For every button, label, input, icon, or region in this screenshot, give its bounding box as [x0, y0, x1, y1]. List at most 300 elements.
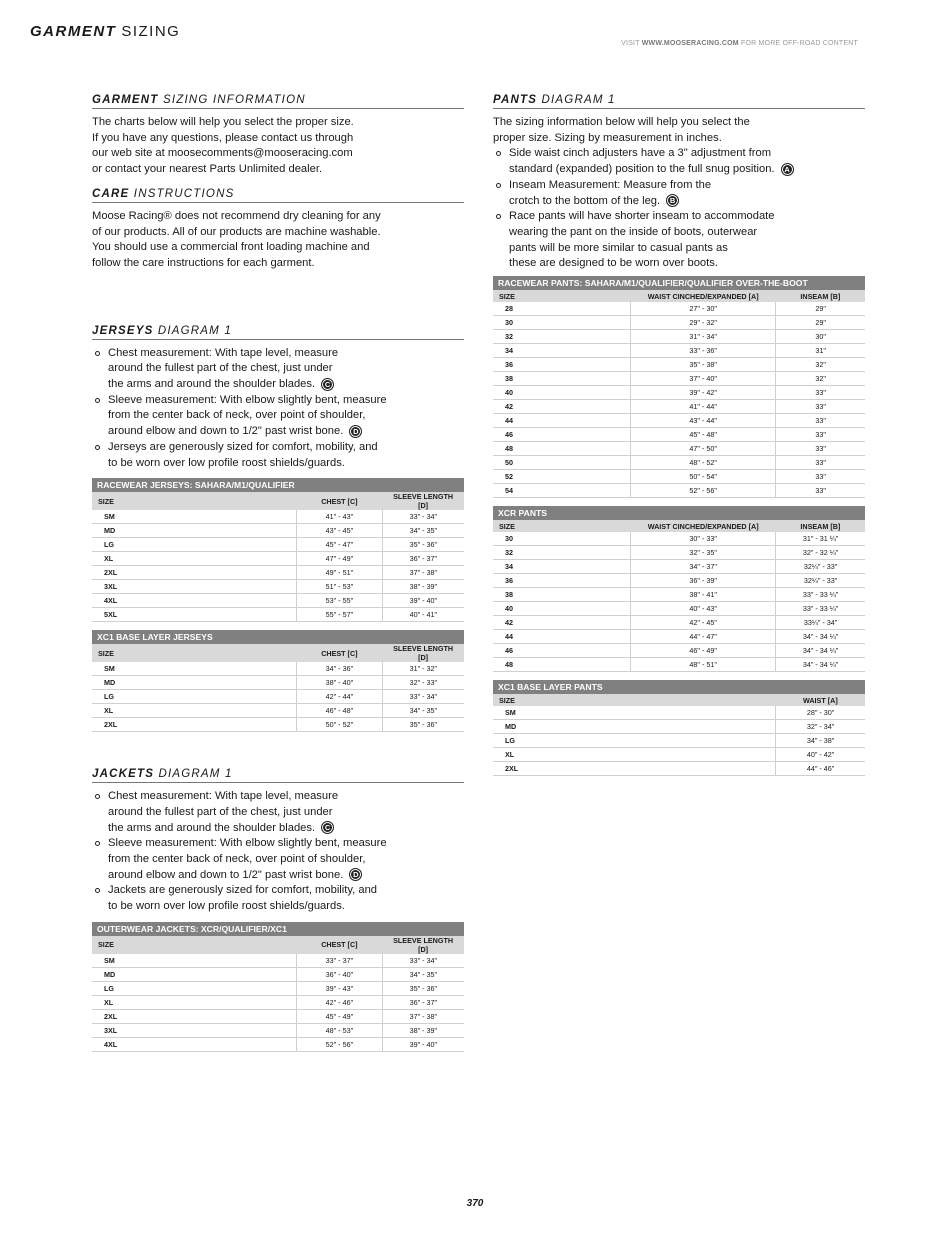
table-cell: 36 [493, 574, 631, 588]
table-row [92, 704, 464, 718]
table-cell: 33" - 34" [382, 510, 464, 524]
text-line: our web site at moosecomments@mooseracing.com [92, 147, 353, 160]
table-cell: 48" - 51" [631, 658, 776, 672]
bullet-line: Inseam Measurement: Measure from the [509, 178, 712, 191]
text-line: The charts below will help you select the proper size. [92, 116, 354, 128]
table-cell: 33" - 33 ¼" [776, 588, 865, 602]
table-cell: 32" - 32 ¼" [776, 546, 865, 560]
table-row [92, 580, 464, 594]
table-cell: 33" [776, 470, 865, 484]
bullet-line: wearing the pant on the inside of boots, outerwear [509, 225, 758, 238]
column-header: INSEAM [B] [776, 520, 865, 532]
table-row [92, 1023, 464, 1037]
table-cell: 30 [493, 532, 631, 546]
table-cell: SM [92, 510, 297, 524]
table-caption: XC1 BASE LAYER PANTS [493, 680, 865, 694]
diagram-d-badge-icon: D [349, 868, 362, 881]
table-cell: 45" - 47" [297, 538, 383, 552]
table-cell: LG [92, 981, 297, 995]
bullet-line: Jerseys are generously sized for comfort, mobility, and [108, 440, 378, 453]
text-line: The sizing information below will help you select the [493, 116, 750, 128]
bullet-line: around elbow and down to 1/2" past wrist bone. [108, 868, 344, 881]
visit-suffix: FOR MORE OFF-ROAD CONTENT [741, 40, 858, 47]
table-cell: 34 [493, 560, 631, 574]
table-cell: MD [92, 676, 297, 690]
table-cell: SM [92, 662, 297, 676]
table-caption: OUTERWEAR JACKETS: XCR/QUALIFIER/XC1 [92, 922, 464, 936]
table-cell: 44 [493, 414, 631, 428]
table-cell: 34" - 34 ¼" [776, 630, 865, 644]
text-line: Moose Racing® does not recommend dry cleaning for any [92, 209, 381, 222]
table-cell: 33" [776, 456, 865, 470]
table-cell: 36" - 37" [382, 995, 464, 1009]
column-header: SIZE [92, 492, 297, 510]
table-row [92, 981, 464, 995]
table-cell: 40" - 43" [631, 602, 776, 616]
table-row [92, 538, 464, 552]
diagram-c-badge-icon: C [321, 821, 334, 834]
table-cell: 27" - 30" [631, 302, 776, 316]
table-cell: 38" - 39" [382, 1023, 464, 1037]
care-heading-bold: CARE [92, 187, 130, 200]
table-cell: 33" [776, 442, 865, 456]
table-cell: 47" - 49" [297, 552, 383, 566]
bullet-line: around the fullest part of the chest, just under [108, 805, 333, 818]
table-cell: 44" - 46" [776, 762, 865, 776]
table-row [92, 608, 464, 622]
table-cell: 54 [493, 484, 631, 498]
table-row [92, 510, 464, 524]
pants-heading-light: DIAGRAM 1 [541, 94, 616, 106]
right-column [493, 94, 865, 776]
table-row [493, 484, 865, 498]
jackets-heading-light: DIAGRAM 1 [158, 768, 233, 781]
table-row [92, 1037, 464, 1051]
column-header: CHEST [C] [297, 492, 383, 510]
column-header: CHEST [C] [297, 644, 383, 662]
table-row [92, 967, 464, 981]
table-cell: XL [92, 704, 297, 718]
table-cell: 34" - 34 ¼" [776, 658, 865, 672]
table-cell: 4XL [92, 594, 297, 608]
table-cell: 35" - 36" [382, 538, 464, 552]
text-line: proper size. Sizing by measurement in inches. [493, 131, 722, 144]
table-cell: 44" - 47" [631, 630, 776, 644]
table-cell: 34" - 38" [776, 734, 865, 748]
visit-banner [621, 40, 858, 47]
table-cell: 46 [493, 428, 631, 442]
bullet-line: from the center back of neck, over point of shoulder, [108, 853, 366, 866]
size-table [92, 630, 464, 732]
table-cell: 34" - 35" [382, 524, 464, 538]
bullet-item [92, 346, 464, 393]
table-cell: 28" - 30" [776, 706, 865, 720]
table-row [493, 442, 865, 456]
table-cell: 39" - 40" [382, 594, 464, 608]
table-row [92, 552, 464, 566]
bullet-line: Jackets are generously sized for comfort, mobility, and [108, 884, 378, 897]
jerseys-heading-light: DIAGRAM 1 [157, 324, 232, 337]
table-row [493, 748, 865, 762]
bullet-line: around elbow and down to 1/2" past wrist bone. [108, 425, 344, 438]
table-cell: 38 [493, 588, 631, 602]
table-cell: 46" - 49" [631, 644, 776, 658]
bullet-line: crotch to the bottom of the leg. [509, 194, 661, 207]
diagram-a-badge-icon: A [781, 163, 794, 176]
bullet-line: Chest measurement: With tape level, measure [108, 790, 339, 803]
table-row [493, 400, 865, 414]
table-cell: 55" - 57" [297, 608, 383, 622]
bullet-line: pants will be more similar to casual pants as [509, 241, 728, 254]
table-cell: 32" [776, 358, 865, 372]
table-cell: 37" - 40" [631, 372, 776, 386]
left-column [92, 94, 464, 1052]
table-cell: 50 [493, 456, 631, 470]
column-header: SIZE [92, 644, 297, 662]
table-cell: 33" - 34" [382, 690, 464, 704]
text-line: You should use a commercial front loading machine and [92, 241, 370, 254]
table-row [493, 574, 865, 588]
table-cell: 34" - 35" [382, 704, 464, 718]
table-cell: 34" - 36" [297, 662, 383, 676]
care-heading-light: INSTRUCTIONS [133, 187, 235, 200]
table-row [493, 386, 865, 400]
table-row [493, 532, 865, 546]
jackets-heading [92, 768, 464, 783]
table-row [493, 720, 865, 734]
size-table [493, 276, 865, 498]
table-row [493, 644, 865, 658]
table-cell: MD [92, 967, 297, 981]
table-row [493, 456, 865, 470]
table-cell: 43" - 45" [297, 524, 383, 538]
table-cell: 32¼" - 33" [776, 560, 865, 574]
jerseys-heading-bold: JERSEYS [92, 324, 154, 337]
table-caption: XCR PANTS [493, 506, 865, 520]
table-cell: 53" - 55" [297, 594, 383, 608]
table-cell: 33" [776, 428, 865, 442]
table-cell: SM [493, 706, 776, 720]
table-cell: XL [92, 995, 297, 1009]
table-cell: 32" [776, 372, 865, 386]
table-cell: 31" - 34" [631, 330, 776, 344]
column-header: SIZE [92, 936, 297, 954]
table-cell: 48 [493, 658, 631, 672]
bullet-line: Side waist cinch adjusters have a 3" adjustment from [509, 147, 772, 160]
xcr-pants-table [493, 506, 865, 672]
table-cell: 52 [493, 470, 631, 484]
bullet-item [92, 393, 464, 440]
table-cell: 41" - 43" [297, 510, 383, 524]
column-header: CHEST [C] [297, 936, 383, 954]
table-cell: 34" - 35" [382, 967, 464, 981]
table-cell: 35" - 36" [382, 981, 464, 995]
table-cell: 32" - 33" [382, 676, 464, 690]
table-cell: 47" - 50" [631, 442, 776, 456]
table-cell: 41" - 44" [631, 400, 776, 414]
table-cell: 35" - 38" [631, 358, 776, 372]
page-title-bold: GARMENT [30, 23, 117, 40]
table-cell: 4XL [92, 1037, 297, 1051]
table-cell: 34 [493, 344, 631, 358]
column-header: SLEEVE LENGTH [D] [382, 492, 464, 510]
table-cell: 32" - 34" [776, 720, 865, 734]
table-cell: 51" - 53" [297, 580, 383, 594]
table-row [493, 630, 865, 644]
table-cell: 28 [493, 302, 631, 316]
text-line: If you have any questions, please contact us through [92, 131, 354, 144]
table-caption: XC1 BASE LAYER JERSEYS [92, 630, 464, 644]
table-cell: 32¼" - 33" [776, 574, 865, 588]
table-cell: 34" - 37" [631, 560, 776, 574]
bullet-line: Sleeve measurement: With elbow slightly bent, measure [108, 837, 387, 850]
table-cell: 36" - 40" [297, 967, 383, 981]
table-cell: 2XL [92, 718, 297, 732]
table-cell: 38 [493, 372, 631, 386]
jerseys-bullets [92, 346, 464, 472]
table-cell: LG [92, 538, 297, 552]
jerseys-heading [92, 325, 464, 340]
page-title [30, 23, 180, 40]
bullet-item [493, 178, 865, 209]
table-cell: 39" - 40" [382, 1037, 464, 1051]
table-caption: RACEWEAR PANTS: SAHARA/M1/QUALIFIER/QUALIFIER OVER-THE-BOOT [493, 276, 865, 290]
info-heading-bold: GARMENT [92, 94, 159, 106]
column-header: SLEEVE LENGTH [D] [382, 644, 464, 662]
table-cell: 52" - 56" [631, 484, 776, 498]
table-row [493, 706, 865, 720]
table-cell: 32 [493, 330, 631, 344]
bullet-line: Race pants will have shorter inseam to accommodate [509, 210, 775, 223]
table-row [92, 566, 464, 580]
table-cell: 33" - 33 ¼" [776, 602, 865, 616]
jackets-bullets [92, 789, 464, 915]
bullet-item [92, 883, 464, 914]
table-cell: 31" - 31 ¼" [776, 532, 865, 546]
diagram-d-badge-icon: D [349, 425, 362, 438]
table-row [92, 1009, 464, 1023]
table-cell: 39" - 43" [297, 981, 383, 995]
table-cell: 40" - 41" [382, 608, 464, 622]
table-row [493, 344, 865, 358]
table-row [493, 616, 865, 630]
table-cell: 45" - 49" [297, 1009, 383, 1023]
table-cell: 45" - 48" [631, 428, 776, 442]
table-cell: 32" - 35" [631, 546, 776, 560]
bullet-item [92, 836, 464, 883]
page-number: 370 [466, 1198, 484, 1209]
table-cell: 42" - 45" [631, 616, 776, 630]
table-cell: 50" - 52" [297, 718, 383, 732]
table-cell: 40 [493, 602, 631, 616]
table-cell: 40 [493, 386, 631, 400]
column-header: SIZE [493, 694, 776, 706]
column-header: WAIST CINCHED/EXPANDED [A] [631, 290, 776, 302]
column-header: WAIST CINCHED/EXPANDED [A] [631, 520, 776, 532]
page-title-light: SIZING [121, 23, 181, 40]
table-cell: 3XL [92, 580, 297, 594]
table-cell: 48 [493, 442, 631, 456]
table-cell: MD [493, 720, 776, 734]
table-cell: 33" - 34" [382, 954, 464, 968]
visit-url-link[interactable]: WWW.MOOSERACING.COM [641, 40, 739, 47]
table-row [92, 524, 464, 538]
table-row [92, 718, 464, 732]
care-text [92, 209, 464, 272]
table-cell: 30" - 33" [631, 532, 776, 546]
bullet-line: Sleeve measurement: With elbow slightly bent, measure [108, 393, 387, 406]
table-cell: 2XL [92, 1009, 297, 1023]
table-cell: 33¼" - 34" [776, 616, 865, 630]
bullet-line: the arms and around the shoulder blades. [108, 378, 316, 391]
text-line: of our products. All of our products are machine washable. [92, 225, 381, 238]
column-header: SIZE [493, 520, 631, 532]
racewear-pants-table [493, 276, 865, 498]
table-cell: MD [92, 524, 297, 538]
pants-bullets [493, 146, 865, 272]
table-cell: 33" [776, 414, 865, 428]
table-cell: 38" - 40" [297, 676, 383, 690]
table-cell: 29" [776, 302, 865, 316]
bullet-line: standard (expanded) position to the full snug position. [509, 163, 775, 176]
column-header: SIZE [493, 290, 631, 302]
bullet-line: these are designed to be worn over boots. [509, 257, 718, 270]
column-header: SLEEVE LENGTH [D] [382, 936, 464, 954]
size-table [493, 506, 865, 672]
table-row [92, 690, 464, 704]
pants-heading [493, 94, 865, 109]
column-header: WAIST [A] [776, 694, 865, 706]
table-row [493, 546, 865, 560]
table-cell: 33" - 37" [297, 954, 383, 968]
outerwear-jackets-table [92, 922, 464, 1052]
table-cell: 39" - 42" [631, 386, 776, 400]
base-layer-jerseys-table [92, 630, 464, 732]
table-cell: 38" - 39" [382, 580, 464, 594]
bullet-line: Chest measurement: With tape level, measure [108, 346, 339, 359]
table-cell: 2XL [493, 762, 776, 776]
table-row [493, 762, 865, 776]
size-table [92, 478, 464, 622]
bullet-item [92, 440, 464, 471]
text-line: or contact your nearest Parts Unlimited dealer. [92, 163, 323, 176]
table-cell: 32 [493, 546, 631, 560]
bullet-item [493, 209, 865, 272]
table-row [92, 676, 464, 690]
table-row [493, 734, 865, 748]
table-cell: 2XL [92, 566, 297, 580]
table-row [493, 588, 865, 602]
racewear-jerseys-table [92, 478, 464, 622]
base-layer-pants-table [493, 680, 865, 776]
table-cell: 40" - 42" [776, 748, 865, 762]
bullet-item [493, 146, 865, 177]
table-cell: 29" [776, 316, 865, 330]
table-row [493, 330, 865, 344]
table-cell: 42" - 46" [297, 995, 383, 1009]
table-cell: 44 [493, 630, 631, 644]
table-cell: LG [92, 690, 297, 704]
bullet-line: the arms and around the shoulder blades. [108, 821, 316, 834]
table-cell: 37" - 38" [382, 566, 464, 580]
table-cell: 31" - 32" [382, 662, 464, 676]
table-row [493, 372, 865, 386]
table-cell: XL [92, 552, 297, 566]
table-cell: 35" - 36" [382, 718, 464, 732]
pants-heading-bold: PANTS [493, 94, 538, 106]
text-line: follow the care instructions for each garment. [92, 256, 315, 269]
table-cell: 42" - 44" [297, 690, 383, 704]
table-row [92, 662, 464, 676]
table-cell: 49" - 51" [297, 566, 383, 580]
table-cell: 30 [493, 316, 631, 330]
table-caption: RACEWEAR JERSEYS: SAHARA/M1/QUALIFIER [92, 478, 464, 492]
table-cell: 43" - 44" [631, 414, 776, 428]
table-cell: 42 [493, 616, 631, 630]
table-cell: 33" - 36" [631, 344, 776, 358]
bullet-line: from the center back of neck, over point of shoulder, [108, 409, 366, 422]
visit-prefix: VISIT [621, 40, 640, 47]
pants-intro [493, 115, 865, 146]
info-text [92, 115, 464, 178]
table-cell: XL [493, 748, 776, 762]
table-cell: 50" - 54" [631, 470, 776, 484]
table-cell: 52" - 56" [297, 1037, 383, 1051]
bullet-line: to be worn over low profile roost shields/guards. [108, 900, 345, 913]
table-cell: 46 [493, 644, 631, 658]
table-row [92, 594, 464, 608]
table-cell: 29" - 32" [631, 316, 776, 330]
table-row [92, 995, 464, 1009]
size-table [92, 922, 464, 1052]
table-cell: 3XL [92, 1023, 297, 1037]
diagram-c-badge-icon: C [321, 378, 334, 391]
table-row [493, 302, 865, 316]
table-cell: 36" - 37" [382, 552, 464, 566]
table-cell: 31" [776, 344, 865, 358]
table-row [493, 414, 865, 428]
table-cell: 42 [493, 400, 631, 414]
table-cell: 33" [776, 386, 865, 400]
table-cell: 46" - 48" [297, 704, 383, 718]
table-cell: 48" - 52" [631, 456, 776, 470]
bullet-item [92, 789, 464, 836]
table-row [493, 658, 865, 672]
table-cell: 37" - 38" [382, 1009, 464, 1023]
table-cell: 38" - 41" [631, 588, 776, 602]
table-cell: 36" - 39" [631, 574, 776, 588]
column-header: INSEAM [B] [776, 290, 865, 302]
table-cell: 36 [493, 358, 631, 372]
size-table [493, 680, 865, 776]
table-row [493, 358, 865, 372]
table-row [493, 316, 865, 330]
table-row [92, 954, 464, 968]
table-cell: 5XL [92, 608, 297, 622]
table-row [493, 560, 865, 574]
table-cell: 33" [776, 400, 865, 414]
table-cell: SM [92, 954, 297, 968]
table-row [493, 428, 865, 442]
table-row [493, 602, 865, 616]
table-cell: 34" - 34 ¼" [776, 644, 865, 658]
care-heading [92, 188, 464, 203]
bullet-line: to be worn over low profile roost shields/guards. [108, 456, 345, 469]
table-cell: LG [493, 734, 776, 748]
info-heading [92, 94, 464, 109]
info-heading-light: SIZING INFORMATION [162, 94, 306, 106]
jackets-heading-bold: JACKETS [92, 768, 155, 781]
